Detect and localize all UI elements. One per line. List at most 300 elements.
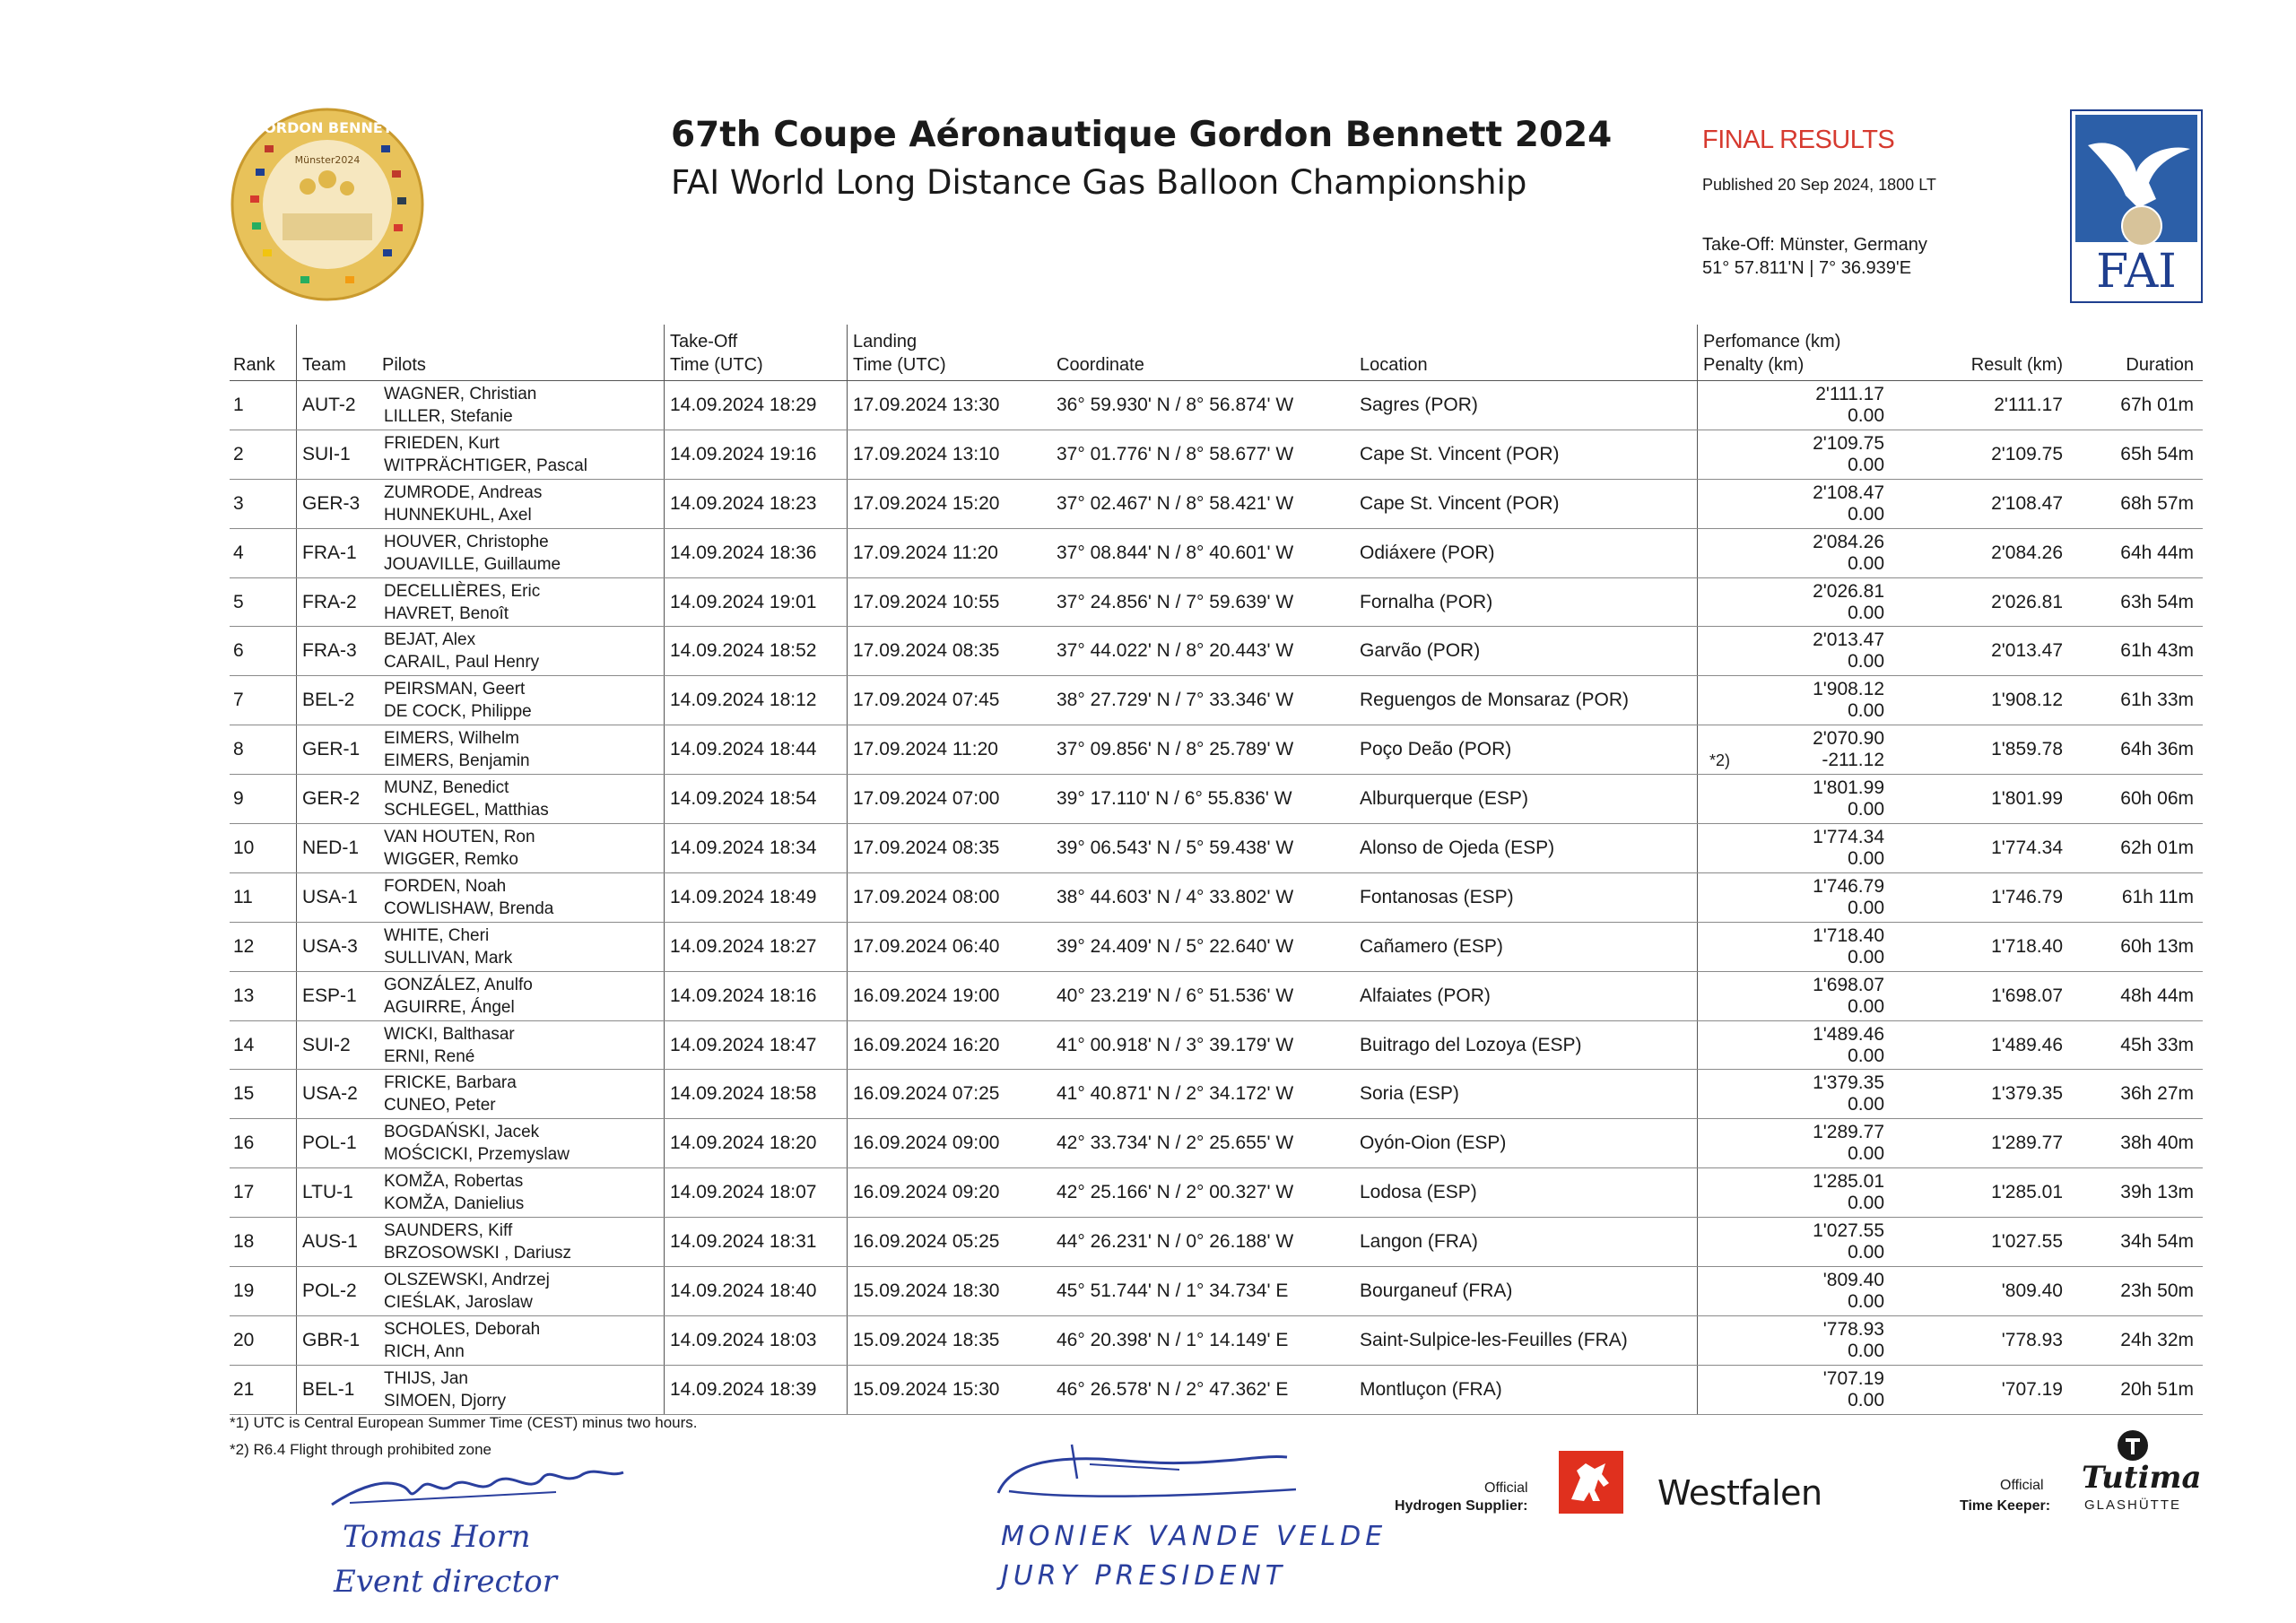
pilots-cell [384,775,671,823]
pilot-name: DECELLIÈRES, Eric [384,581,541,601]
col-duration-header: Duration [2126,355,2194,375]
pilot-name: ERNI, René [384,1046,475,1066]
performance-value: 1'379.35 [1813,1072,1884,1094]
takeoff-cell: 14.09.2024 18:39 [664,1366,849,1414]
penalty-value: 0.00 [1848,995,1884,1017]
team-cell: GER-1 [296,725,383,774]
coordinate-cell: 42° 33.734' N / 2° 25.655' W [1057,1133,1294,1154]
duration-cell: 67h 01m [2120,394,2194,415]
rank-cell: 15 [233,1083,255,1105]
coordinate-cell: 39° 24.409' N / 5° 22.640' W [1057,935,1294,957]
landing-cell: 17.09.2024 13:10 [847,430,1032,479]
penalty-value: 0.00 [1848,454,1884,475]
landing-cell: 16.09.2024 07:25 [847,1070,1032,1118]
result-cell: 2'109.75 [1991,443,2063,464]
landing-cell: 17.09.2024 15:20 [847,480,1032,528]
pilot-name: WHITE, Cheri [384,925,490,945]
team-cell: FRA-1 [296,529,383,577]
performance-value: 1'908.12 [1813,679,1884,700]
location-cell: Alburquerque (ESP) [1360,788,1528,810]
hydrogen-official-label: Official [1484,1480,1528,1496]
performance-value: 1'698.07 [1813,974,1884,995]
timekeeper-official-label: Official [2000,1478,2044,1493]
team-cell: USA-2 [296,1070,383,1118]
team-cell: LTU-1 [296,1168,383,1217]
pilot-name: RICH, Ann [384,1341,465,1361]
result-cell: '707.19 [2001,1378,2063,1400]
pilots-cell [384,1021,671,1070]
landing-cell: 15.09.2024 18:35 [847,1316,1032,1365]
result-cell: '809.40 [2001,1280,2063,1301]
penalty-note [1709,480,1763,528]
tutima-emblem-icon [2117,1429,2149,1462]
coordinate-cell: 38° 44.603' N / 4° 33.802' W [1057,886,1294,907]
landing-cell: 15.09.2024 15:30 [847,1366,1032,1414]
coordinate-cell: 37° 02.467' N / 8° 58.421' W [1057,492,1294,514]
takeoff-cell: 14.09.2024 18:20 [664,1119,849,1167]
takeoff-cell: 14.09.2024 19:16 [664,430,849,479]
duration-cell: 48h 44m [2120,985,2194,1006]
performance-value: 2'026.81 [1813,580,1884,602]
location-cell: Fontanosas (ESP) [1360,886,1514,907]
page-title: 67th Coupe Aéronautique Gordon Bennett 2024 [671,115,1613,155]
westfalen-name: Westfalen [1657,1473,1822,1513]
team-cell: SUI-1 [296,430,383,479]
penalty-note [1709,824,1763,872]
pilot-name: BEJAT, Alex [384,630,476,650]
performance-value: 1'746.79 [1813,875,1884,897]
pilot-name: CUNEO, Peter [384,1096,496,1115]
penalty-value: -211.12 [1822,750,1884,771]
pilot-name: KOMŽA, Robertas [384,1172,524,1192]
col-coordinate-header: Coordinate [1057,355,1144,375]
duration-cell: 38h 40m [2120,1133,2194,1154]
performance-value: '778.93 [1822,1318,1884,1340]
takeoff-cell: 14.09.2024 18:54 [664,775,849,823]
pilot-name: WITPRÄCHTIGER, Pascal [384,456,587,475]
penalty-note [1709,972,1763,1020]
takeoff-cell: 14.09.2024 18:29 [664,381,849,430]
pilot-name: SCHOLES, Deborah [384,1319,541,1339]
result-cell: 2'026.81 [1991,591,2063,612]
tutima-subtitle: GLASHÜTTE [2084,1497,2182,1513]
pilots-cell [384,1119,671,1167]
penalty-note [1709,873,1763,922]
duration-cell: 45h 33m [2120,1034,2194,1055]
table-row [230,381,2203,430]
pilots-cell [384,725,671,774]
location-cell: Saint-Sulpice-les-Feuilles (FRA) [1360,1329,1628,1350]
coordinate-cell: 41° 40.871' N / 2° 34.172' W [1057,1083,1294,1105]
table-row [230,1218,2203,1267]
takeoff-cell: 14.09.2024 18:47 [664,1021,849,1070]
takeoff-cell: 14.09.2024 18:16 [664,972,849,1020]
duration-cell: 61h 33m [2120,690,2194,711]
table-row [230,923,2203,972]
penalty-value: 0.00 [1848,503,1884,525]
duration-cell: 62h 01m [2120,837,2194,858]
event-director-role: Event director [334,1564,557,1600]
team-cell: ESP-1 [296,972,383,1020]
location-cell: Lodosa (ESP) [1360,1182,1477,1203]
result-cell: 1'489.46 [1991,1034,2063,1055]
performance-value: 1'774.34 [1813,826,1884,847]
takeoff-cell: 14.09.2024 18:23 [664,480,849,528]
duration-cell: 60h 13m [2120,935,2194,957]
penalty-value: 0.00 [1848,1242,1884,1263]
rank-cell: 5 [233,591,244,612]
footnote-utc: *1) UTC is Central European Summer Time (CEST) minus two hours. [230,1414,698,1431]
team-cell: BEL-2 [296,676,383,725]
pilots-cell [384,578,671,627]
hydrogen-supplier-label: Hydrogen Supplier: [1395,1498,1528,1514]
landing-cell: 17.09.2024 10:55 [847,578,1032,627]
landing-cell: 17.09.2024 07:00 [847,775,1032,823]
location-cell: Garvão (POR) [1360,640,1481,662]
result-cell: 1'859.78 [1991,739,2063,760]
col-pilots-header: Pilots [382,355,426,375]
pilots-cell [384,923,671,971]
published-date: Published 20 Sep 2024, 1800 LT [1702,176,1936,194]
pilots-cell [384,1267,671,1315]
penalty-value: 0.00 [1848,1389,1884,1410]
rank-cell: 2 [233,443,244,464]
pilots-cell [384,1168,671,1217]
performance-value: 1'489.46 [1813,1023,1884,1045]
table-row [230,1267,2203,1316]
rank-cell: 4 [233,542,244,563]
pilot-name: OLSZEWSKI, Andrzej [384,1270,550,1289]
tutima-name: Tutima [2082,1460,2202,1496]
pilot-name: SULLIVAN, Mark [384,948,513,968]
rank-cell: 3 [233,492,244,514]
pilot-name: VAN HOUTEN, Ron [384,827,535,846]
penalty-value: 0.00 [1848,799,1884,820]
team-cell: GER-3 [296,480,383,528]
team-cell: USA-3 [296,923,383,971]
takeoff-cell: 14.09.2024 18:36 [664,529,849,577]
landing-cell: 16.09.2024 09:20 [847,1168,1032,1217]
takeoff-cell: 14.09.2024 18:52 [664,627,849,675]
pilot-name: HAVRET, Benoît [384,603,509,623]
pilots-cell [384,529,671,577]
takeoff-cell: 14.09.2024 18:07 [664,1168,849,1217]
col-performance-header: Perfomance (km) Penalty (km) [1697,325,1918,380]
team-cell: FRA-3 [296,627,383,675]
svg-text:Münster2024: Münster2024 [294,154,361,166]
penalty-note [1709,775,1763,823]
penalty-note [1709,676,1763,725]
result-cell: 1'285.01 [1991,1182,2063,1203]
landing-cell: 17.09.2024 07:45 [847,676,1032,725]
team-cell: GBR-1 [296,1316,383,1365]
duration-cell: 20h 51m [2120,1378,2194,1400]
table-row [230,578,2203,628]
jury-president-signature [991,1439,1296,1511]
pilot-name: WAGNER, Christian [384,384,537,404]
pilot-name: COWLISHAW, Brenda [384,898,554,918]
coordinate-cell: 36° 59.930' N / 8° 56.874' W [1057,394,1294,415]
performance-value: 1'718.40 [1813,924,1884,946]
pilot-name: CIEŚLAK, Jaroslaw [384,1292,533,1312]
pilot-name: WIGGER, Remko [384,849,518,869]
table-row [230,1070,2203,1119]
takeoff-info [1702,233,1927,280]
duration-cell: 36h 27m [2120,1083,2194,1105]
team-cell: AUS-1 [296,1218,383,1266]
pilot-name: ZUMRODE, Andreas [384,482,543,502]
takeoff-cell: 14.09.2024 18:49 [664,873,849,922]
penalty-value: 0.00 [1848,1094,1884,1115]
pilot-name: EIMERS, Benjamin [384,751,530,771]
location-cell: Fornalha (POR) [1360,591,1493,612]
pilots-cell [384,1316,671,1365]
duration-cell: 23h 50m [2120,1280,2194,1301]
col-takeoff-header: Take-Off Time (UTC) [664,325,849,380]
table-row [230,1168,2203,1218]
rank-cell: 14 [233,1034,255,1055]
location-cell: Oyón-Oion (ESP) [1360,1133,1507,1154]
penalty-value: 0.00 [1848,1045,1884,1066]
jury-president-name: MONIEK VANDE VELDE [1001,1521,1387,1552]
result-cell: '778.93 [2001,1329,2063,1350]
penalty-note [1709,381,1763,430]
landing-cell: 17.09.2024 08:35 [847,627,1032,675]
takeoff-place: Take-Off: Münster, Germany [1702,235,1927,255]
takeoff-cell: 14.09.2024 18:34 [664,824,849,872]
landing-cell: 17.09.2024 08:35 [847,824,1032,872]
coordinate-cell: 38° 27.729' N / 7° 33.346' W [1057,690,1294,711]
results-table [230,325,2203,1415]
gordon-bennett-logo [229,106,426,303]
table-row [230,480,2203,529]
coordinate-cell: 44° 26.231' N / 0° 26.188' W [1057,1231,1294,1253]
page-subtitle: FAI World Long Distance Gas Balloon Championship [671,163,1527,202]
footnote-penalty: *2) R6.4 Flight through prohibited zone [230,1441,492,1458]
duration-cell: 63h 54m [2120,591,2194,612]
takeoff-cell: 14.09.2024 19:01 [664,578,849,627]
penalty-value: 0.00 [1848,1193,1884,1214]
team-cell: BEL-1 [296,1366,383,1414]
landing-cell: 16.09.2024 05:25 [847,1218,1032,1266]
result-cell: 2'013.47 [1991,640,2063,662]
pilot-name: SCHLEGEL, Matthias [384,801,549,820]
pilot-name: AGUIRRE, Ángel [384,997,515,1017]
pilots-cell [384,676,671,725]
location-cell: Bourganeuf (FRA) [1360,1280,1513,1301]
table-row [230,824,2203,873]
penalty-value: 0.00 [1848,651,1884,673]
coordinate-cell: 39° 06.543' N / 5° 59.438' W [1057,837,1294,858]
duration-cell: 39h 13m [2120,1182,2194,1203]
pilot-name: BOGDAŃSKI, Jacek [384,1123,540,1142]
pilot-name: SIMOEN, Djorry [384,1391,507,1410]
table-row [230,529,2203,578]
col-landing-header: Landing Time (UTC) [847,325,1032,380]
rank-cell: 10 [233,837,255,858]
rank-cell: 19 [233,1280,255,1301]
takeoff-cell: 14.09.2024 18:31 [664,1218,849,1266]
duration-cell: 64h 36m [2120,739,2194,760]
table-row [230,1316,2203,1366]
pilots-cell [384,381,671,430]
event-director-signature [323,1451,628,1514]
rank-cell: 12 [233,935,255,957]
penalty-note: *2) [1709,751,1731,770]
location-cell: Langon (FRA) [1360,1231,1478,1253]
penalty-value: 0.00 [1848,404,1884,426]
pilot-name: FRICKE, Barbara [384,1073,517,1093]
location-cell: Reguengos de Monsaraz (POR) [1360,690,1629,711]
table-row [230,1021,2203,1071]
rank-cell: 21 [233,1378,255,1400]
coordinate-cell: 37° 44.022' N / 8° 20.443' W [1057,640,1294,662]
rank-cell: 1 [233,394,244,415]
pilot-name: FORDEN, Noah [384,876,507,896]
result-cell: 1'774.34 [1991,837,2063,858]
performance-value: 2'111.17 [1815,383,1884,404]
coordinate-cell: 41° 00.918' N / 3° 39.179' W [1057,1034,1294,1055]
pilot-name: DE COCK, Philippe [384,702,532,722]
takeoff-cell: 14.09.2024 18:03 [664,1316,849,1365]
performance-value: 1'289.77 [1813,1122,1884,1143]
penalty-note [1709,1021,1763,1070]
pilot-name: MUNZ, Benedict [384,778,509,798]
table-row [230,775,2203,824]
pilot-name: MOŚCICKI, Przemyslaw [384,1145,570,1165]
penalty-value: 0.00 [1848,1340,1884,1361]
result-cell: 1'718.40 [1991,935,2063,957]
pilot-name: PEIRSMAN, Geert [384,680,526,699]
team-cell: USA-1 [296,873,383,922]
table-row [230,1366,2203,1415]
location-cell: Sagres (POR) [1360,394,1478,415]
landing-cell: 15.09.2024 18:30 [847,1267,1032,1315]
pilot-name: CARAIL, Paul Henry [384,653,540,673]
pilot-name: LILLER, Stefanie [384,406,513,426]
coordinate-cell: 46° 26.578' N / 2° 47.362' E [1057,1378,1289,1400]
result-cell: 1'027.55 [1991,1231,2063,1253]
landing-cell: 16.09.2024 09:00 [847,1119,1032,1167]
result-cell: 1'289.77 [1991,1133,2063,1154]
pilots-cell [384,1218,671,1266]
performance-value: 1'027.55 [1813,1220,1884,1242]
location-cell: Poço Deão (POR) [1360,739,1512,760]
location-cell: Cape St. Vincent (POR) [1360,492,1560,514]
coordinate-cell: 46° 20.398' N / 1° 14.149' E [1057,1329,1289,1350]
coordinate-cell: 45° 51.744' N / 1° 34.734' E [1057,1280,1289,1301]
location-cell: Cañamero (ESP) [1360,935,1503,957]
performance-value: '809.40 [1822,1269,1884,1290]
col-result-header: Result (km) [1970,355,2063,375]
pilot-name: HUNNEKUHL, Axel [384,505,532,525]
result-cell: 1'908.12 [1991,690,2063,711]
rank-cell: 13 [233,985,255,1006]
pilot-name: EIMERS, Wilhelm [384,729,519,749]
performance-value: 2'070.90 [1813,728,1884,750]
penalty-value: 0.00 [1848,602,1884,623]
penalty-value: 0.00 [1848,897,1884,918]
table-header [230,325,2203,381]
coordinate-cell: 37° 08.844' N / 8° 40.601' W [1057,542,1294,563]
rank-cell: 9 [233,788,244,810]
takeoff-cell: 14.09.2024 18:12 [664,676,849,725]
performance-value: 2'109.75 [1813,432,1884,454]
penalty-value: 0.00 [1848,552,1884,574]
takeoff-cell: 14.09.2024 18:58 [664,1070,849,1118]
pilot-name: SAUNDERS, Kiff [384,1221,513,1241]
penalty-value: 0.00 [1848,1290,1884,1312]
landing-cell: 17.09.2024 08:00 [847,873,1032,922]
takeoff-cell: 14.09.2024 18:27 [664,923,849,971]
penalty-note [1709,1119,1763,1167]
result-cell: 2'111.17 [1994,394,2063,415]
coordinate-cell: 40° 23.219' N / 6° 51.536' W [1057,985,1294,1006]
performance-value: 2'013.47 [1813,629,1884,651]
landing-cell: 16.09.2024 19:00 [847,972,1032,1020]
duration-cell: 24h 32m [2120,1329,2194,1350]
pilot-name: WICKI, Balthasar [384,1024,515,1044]
pilot-name: BRZOSOWSKI , Dariusz [384,1244,572,1263]
landing-cell: 17.09.2024 11:20 [847,529,1032,577]
rank-cell: 20 [233,1329,255,1350]
penalty-note [1709,1218,1763,1266]
duration-cell: 34h 54m [2120,1231,2194,1253]
takeoff-coords: 51° 57.811'N | 7° 36.939'E [1702,258,1912,278]
takeoff-cell: 14.09.2024 18:40 [664,1267,849,1315]
performance-value: 2'108.47 [1813,482,1884,503]
penalty-value: 0.00 [1848,700,1884,722]
rank-cell: 11 [233,886,253,907]
team-cell: FRA-2 [296,578,383,627]
performance-value: 1'801.99 [1813,777,1884,799]
penalty-note [1709,529,1763,577]
result-cell: 1'801.99 [1991,788,2063,810]
duration-cell: 61h 11m [2121,886,2194,907]
location-cell: Soria (ESP) [1360,1083,1459,1105]
penalty-note [1709,1316,1763,1365]
table-row [230,627,2203,676]
duration-cell: 61h 43m [2120,640,2194,662]
penalty-note [1709,430,1763,479]
table-row [230,1119,2203,1168]
location-cell: Montluçon (FRA) [1360,1378,1502,1400]
penalty-value: 0.00 [1848,946,1884,968]
duration-cell: 64h 44m [2120,542,2194,563]
penalty-value: 0.00 [1848,847,1884,869]
pilots-cell [384,972,671,1020]
fai-logo [2070,109,2203,303]
col-rank-header: Rank [233,355,275,375]
landing-cell: 17.09.2024 13:30 [847,381,1032,430]
col-team-header: Team [296,325,383,380]
pilot-name: JOUAVILLE, Guillaume [384,554,561,574]
location-cell: Buitrago del Lozoya (ESP) [1360,1034,1582,1055]
location-cell: Alfaiates (POR) [1360,985,1491,1006]
pilots-cell [384,627,671,675]
table-row [230,873,2203,923]
coordinate-cell: 37° 24.856' N / 7° 59.639' W [1057,591,1294,612]
performance-value: '707.19 [1822,1367,1884,1389]
status-heading: FINAL RESULTS [1702,126,1895,154]
jury-president-role: JURY PRESIDENT [1001,1560,1287,1592]
pilot-name: GONZÁLEZ, Anulfo [384,975,533,994]
table-row [230,972,2203,1021]
team-cell: SUI-2 [296,1021,383,1070]
pilots-cell [384,1070,671,1118]
pilots-cell [384,1366,671,1414]
rank-cell: 17 [233,1182,255,1203]
